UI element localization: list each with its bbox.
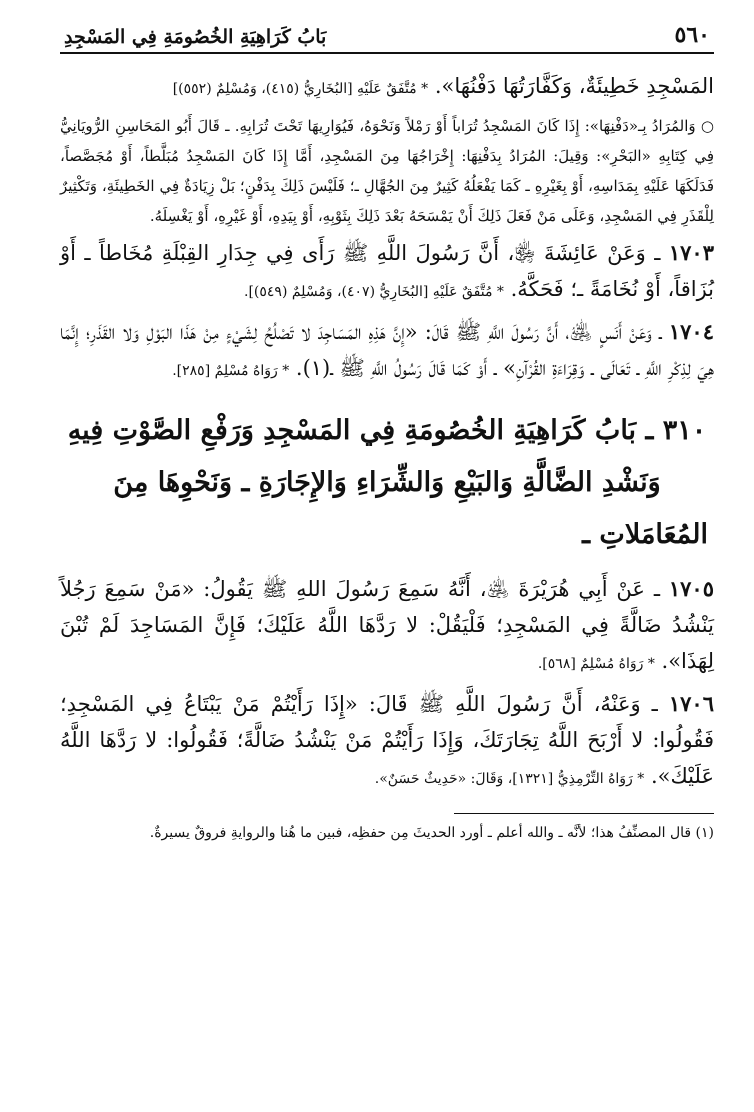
hadith-text: ـ وَعَنْ عَائِشَةَ ﵂، أَنَّ رَسُولَ اللَّهِ ﷺ رَأَى فِي جِدَارِ القِبْلَةِ مُخَاطاً ـ أَوْ بُزَاقاً، أَوْ نُخَامَةً ـ؛ فَحَكَّهُ. (60, 241, 714, 301)
page-number: ٥٦٠ (674, 22, 710, 48)
footnote-divider (454, 813, 714, 814)
hadith-1705 (60, 571, 714, 682)
hadith-number: ١٧٠٥ (668, 576, 714, 601)
hadith-1704 (60, 314, 714, 389)
hadith-reference: * رَوَاهُ مُسْلِمٌ [٥٦٨]. (537, 656, 655, 672)
hadith-number: ١٧٠٣ (668, 240, 714, 265)
book-page (60, 18, 714, 860)
chapter-number: ٣١٠ (662, 415, 707, 446)
hadith-reference: * رَوَاهُ التِّرْمِذِيُّ [١٣٢١]، وَقَالَ: «حَدِيثٌ حَسَنٌ». (374, 771, 645, 787)
chapter-heading (66, 405, 708, 561)
hadith-reference: * مُتَّفَقٌ عَلَيْهِ [البُخَارِيُّ (٤٠٧)، وَمُسْلِمٌ (٥٤٩)]. (244, 284, 504, 300)
hadith-text: ـ وَعَنْ أَنَسٍ ﵁، أَنَّ رَسُولَ اللَّهِ ﷺ قَالَ: «إِنَّ هَذِهِ المَسَاجِدَ لا تَصْلُحُ لِشَيْءٍ مِنْ هَذَا البَوْلِ وَلا القَذَرِ؛ إِنَّمَا هِيَ لِذِكْرِ اللَّهِ ـ تَعَالَى ـ وَقِرَاءَةِ القُرْآنِ» ـ أَوْ كَمَا قَالَ رَسُولُ اللَّهِ ﷺ ـ(١). (60, 320, 714, 380)
hadith-reference: * رَوَاهُ مُسْلِمٌ [٢٨٥]. (172, 363, 290, 379)
hadith-1706 (60, 686, 714, 797)
page-header (60, 18, 714, 54)
hadith-text: ـ وَعَنْهُ، أَنَّ رَسُولَ اللَّهِ ﷺ قَالَ: «إِذَا رَأَيْتُمْ مَنْ يَبْتَاعُ فِي المَسْجِدِ؛ فَقُولُوا: لا أَرْبَحَ اللَّهُ تِجَارَتَكَ، وَإِذَا رَأَيْتُمْ مَنْ يَنْشُدُ ضَالَّةً؛ فَقُولُوا: لا رَدَّهَا اللَّهُ عَلَيْكَ». (60, 692, 714, 788)
footnote: (١) قال المصنِّفُ هذا؛ لأنَّه ـ والله أعلم ـ أورد الحديثَ مِن حفظِه، فبين ما هُنا والروايةِ فروقٌ يسيرةٌ. (149, 825, 714, 841)
hadith-reference: * مُتَّفَقٌ عَلَيْهِ [البُخَارِيُّ (٤١٥)، وَمُسْلِمٌ (٥٥٢)] (172, 81, 429, 97)
hadith-1703 (60, 235, 714, 310)
hadith-number: ١٧٠٦ (668, 691, 714, 716)
commentary-paragraph: ○ وَالمُرَادُ بِـ«دَفْنِهَا»: إِذَا كَانَ المَسْجِدُ تُرَاباً أَوْ رَمْلاً وَنَحْوَهُ، فَيُوَارِيهَا تَحْتَ تُرَابِهِ. ـ قَالَ أَبُو المَحَاسِنِ الرُّويَانِيُّ فِي كِتَابِهِ «البَحْرِ»: وَقِيلَ: المُرَادُ بِدَفْنِهَا: إِخْرَاجُهَا مِنَ المَسْجِدِ، أَمَّا إِذَا كَانَ المَسْجِدُ مُبَلَّطاً، أَوْ مُجَصَّصاً، فَدَلَكَهَا عَلَيْهِ بِمَدَاسِهِ، أَوْ بِغَيْرِهِ ـ كَمَا يَفْعَلُهُ كَثِيرٌ مِنَ الجُهَّالِ ـ؛ فَلَيْسَ ذَلِكَ بِدَفْنٍ؛ بَلْ زِيَادَةٌ فِي الخَطِيئَةِ، وَتَكْثِيرٌ لِلْقَذَرِ فِي المَسْجِدِ، وَعَلَى مَنْ فَعَلَ ذَلِكَ أَنْ يَمْسَحَهُ بَعْدَ ذَلِكَ بِثَوْبِهِ، أَوْ بِيَدِهِ، أَوْ غَيْرِهِ، أَوْ يَغْسِلَهُ. (60, 117, 714, 225)
hadith-text: ـ عَنْ أَبِي هُرَيْرَةَ ﵁، أَنَّهُ سَمِعَ رَسُولَ اللهِ ﷺ يَقُولُ: «مَنْ سَمِعَ رَجُلاً يَنْشُدُ ضَالَّةً فِي المَسْجِدِ؛ فَلْيَقُلْ: لا رَدَّهَا اللَّهُ عَلَيْكَ؛ فَإِنَّ المَسَاجِدَ لَمْ تُبْنَ لِهَذَا». (60, 577, 714, 673)
running-title: بَابُ كَرَاهِيَةِ الخُصُومَةِ فِي المَسْجِدِ (64, 26, 327, 48)
chapter-title: ـ بَابُ كَرَاهِيَةِ الخُصُومَةِ فِي المَسْجِدِ وَرَفْعِ الصَّوْتِ فِيهِ وَنَشْدِ الضَّالَّةِ وَالبَيْعِ وَالشِّرَاءِ وَالإِجَارَةِ ـ وَنَحْوِهَا مِنَ المُعَامَلاتِ ـ (67, 415, 708, 550)
page-body (60, 68, 714, 797)
hadith-number: ١٧٠٤ (668, 319, 714, 344)
hadith-continuation (60, 68, 714, 107)
hadith-text: المَسْجِدِ خَطِيئَةٌ، وَكَفَّارَتُهَا دَفْنُهَا». (434, 74, 714, 98)
